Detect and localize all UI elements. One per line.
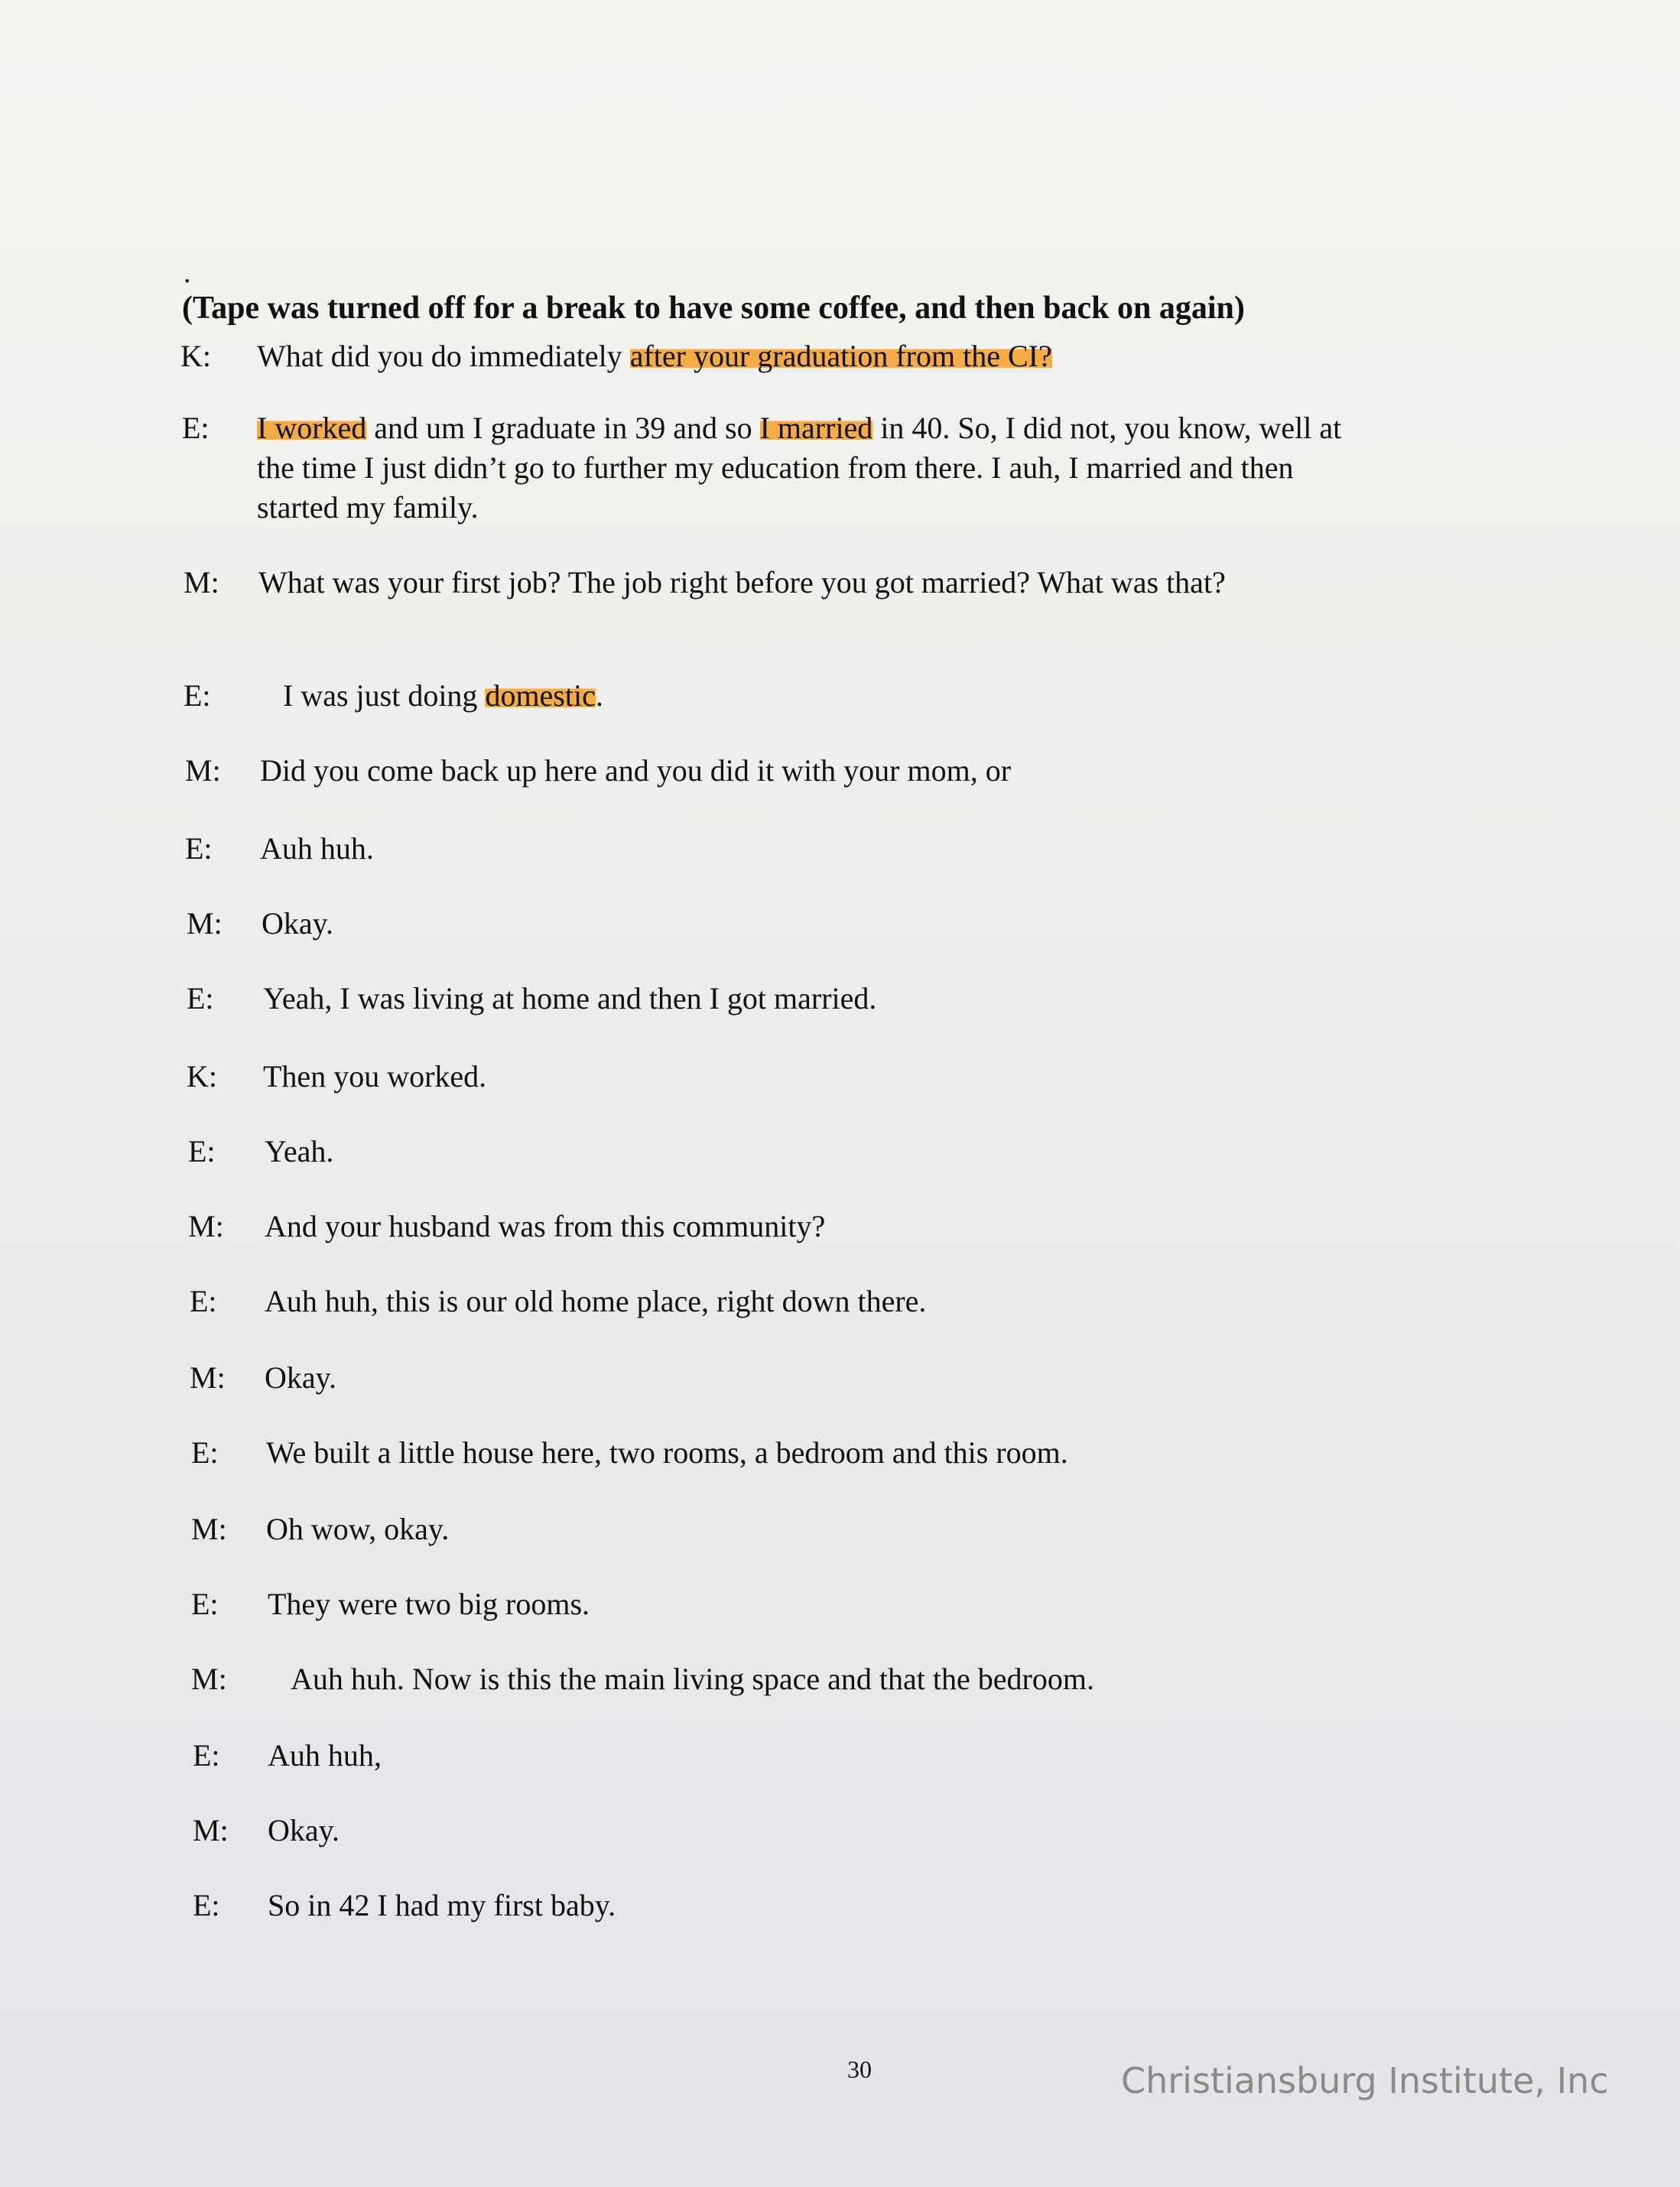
utterance-text xyxy=(265,1357,336,1399)
speaker-label: E: xyxy=(191,1435,219,1470)
plain-text: Okay. xyxy=(262,906,334,941)
speaker-label: M: xyxy=(188,1209,224,1243)
plain-text: Did you come back up here and you did it with your mom, or xyxy=(260,753,1012,788)
utterance-text xyxy=(263,1055,486,1098)
plain-text: What did you do immediately xyxy=(257,339,630,373)
plain-text: Auh huh. Now is this the main living space and that the bedroom. xyxy=(291,1662,1094,1696)
speaker-label: E: xyxy=(185,831,213,866)
transcript-heading: (Tape was turned off for a break to have some coffee, and then back on again) xyxy=(182,291,1245,326)
utterance-text xyxy=(265,1130,333,1173)
speaker-label: E: xyxy=(193,1738,220,1773)
utterance-text xyxy=(262,902,333,945)
speaker-label: M: xyxy=(190,1360,226,1395)
speaker-label: K: xyxy=(180,339,211,373)
stray-dot: . xyxy=(184,257,191,289)
plain-text: And your husband was from this community? xyxy=(265,1209,826,1243)
speaker-label: M: xyxy=(193,1813,229,1847)
plain-text: Yeah, I was living at home and then I got married. xyxy=(263,981,877,1016)
utterance-continuation: started my family. xyxy=(257,490,479,525)
highlighted-text: I married xyxy=(759,411,873,445)
speaker-label: E: xyxy=(188,1134,216,1168)
plain-text: Then you worked. xyxy=(263,1059,487,1094)
speaker-label: E: xyxy=(182,411,210,445)
speaker-label: M: xyxy=(185,753,221,788)
plain-text: They were two big rooms. xyxy=(268,1587,590,1621)
utterance-text xyxy=(265,1205,825,1248)
plain-text: in 40. So, I did not, you know, well at xyxy=(872,411,1342,445)
speaker-label: E: xyxy=(187,981,214,1016)
plain-text: I was just doing xyxy=(283,678,486,713)
utterance-text xyxy=(266,1508,449,1551)
speaker-label: K: xyxy=(187,1059,217,1094)
plain-text: and um I graduate in 39 and so xyxy=(366,411,760,445)
utterance-text xyxy=(283,674,603,717)
utterance-text xyxy=(268,1734,382,1777)
utterance-text xyxy=(268,1884,616,1927)
plain-text: . xyxy=(595,678,603,713)
speaker-label: E: xyxy=(190,1284,217,1318)
utterance-text xyxy=(260,827,374,870)
plain-text: Oh wow, okay. xyxy=(266,1512,450,1546)
speaker-label: E: xyxy=(184,678,211,713)
speaker-label: M: xyxy=(184,565,219,600)
plain-text: Okay. xyxy=(265,1360,337,1395)
utterance-text xyxy=(257,407,1341,450)
utterance-text xyxy=(263,977,876,1020)
speaker-label: M: xyxy=(187,906,223,941)
speaker-label: E: xyxy=(193,1888,220,1922)
highlighted-text: I worked xyxy=(257,411,367,445)
plain-text: Yeah. xyxy=(265,1134,334,1168)
highlighted-text: after your graduation from the CI? xyxy=(629,339,1052,373)
utterance-text xyxy=(257,335,1052,378)
speaker-label: M: xyxy=(191,1662,227,1696)
utterance-text xyxy=(258,561,1226,604)
page-number: 30 xyxy=(847,2055,872,2083)
utterance-continuation: the time I just didn’t go to further my education from there. I auh, I married and then xyxy=(257,450,1294,485)
plain-text: Auh huh. xyxy=(260,831,374,866)
utterance-text xyxy=(260,749,1011,792)
plain-text: So in 42 I had my first baby. xyxy=(268,1888,616,1922)
plain-text: Okay. xyxy=(268,1813,340,1847)
utterance-text xyxy=(291,1658,1094,1701)
plain-text: Auh huh, this is our old home place, right down there. xyxy=(265,1284,927,1318)
utterance-text xyxy=(266,1431,1068,1474)
watermark-text: Christiansburg Institute, Inc xyxy=(1121,2060,1609,2101)
utterance-text xyxy=(268,1583,590,1626)
plain-text: What was your first job? The job right before you got married? What was that? xyxy=(258,565,1226,600)
highlighted-text: domestic xyxy=(485,678,596,713)
utterance-text xyxy=(265,1280,926,1323)
plain-text: Auh huh, xyxy=(268,1738,382,1773)
speaker-label: E: xyxy=(191,1587,219,1621)
speaker-label: M: xyxy=(191,1512,227,1546)
utterance-text xyxy=(268,1809,340,1852)
plain-text: We built a little house here, two rooms, a bedroom and this room. xyxy=(266,1435,1068,1470)
